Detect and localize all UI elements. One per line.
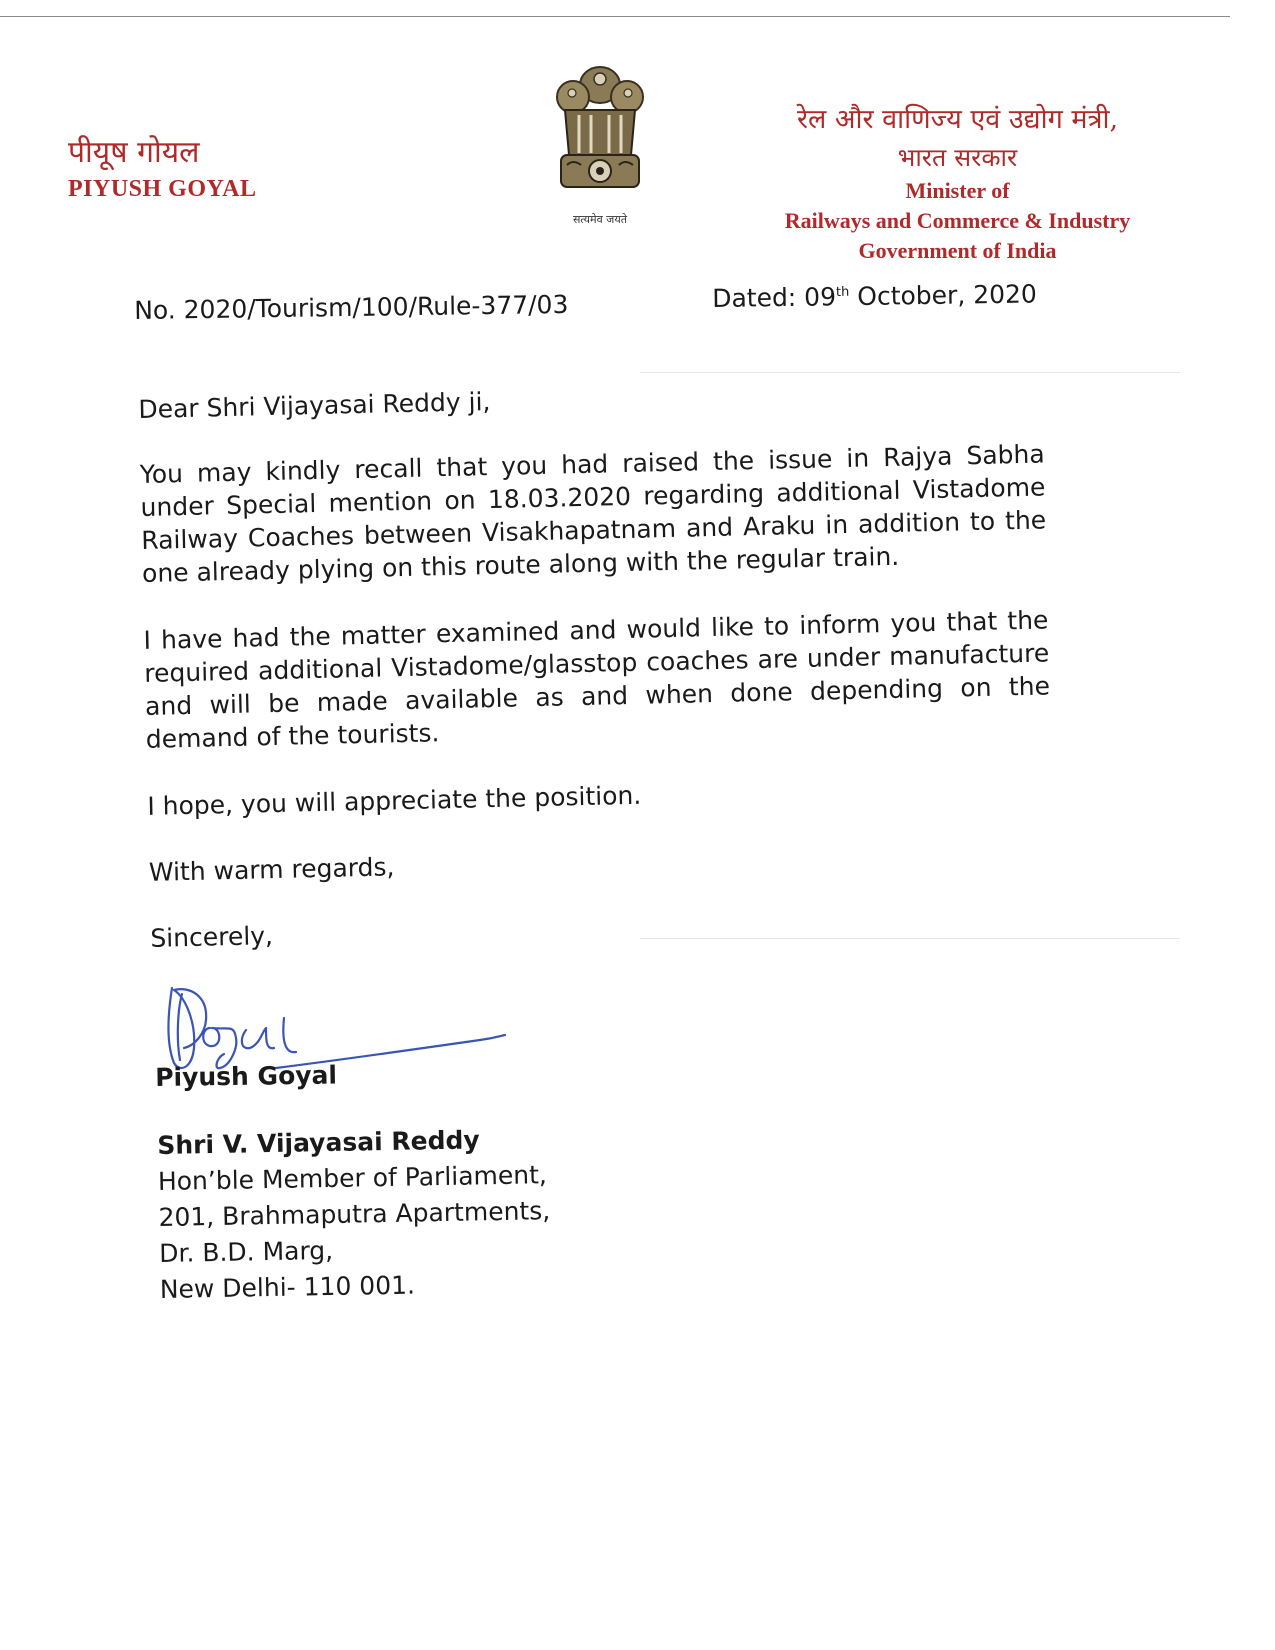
addressee-line3: Dr. B.D. Marg, [158,1235,334,1268]
emblem-motto: सत्यमेव जयते [572,213,627,226]
signer-name: Piyush Goyal [155,1060,338,1092]
designation-english-line2: Railways and Commerce & Industry [784,208,1131,233]
scan-line [640,372,1180,373]
letter-date [712,279,1037,313]
addressee-line4: New Delhi- 110 001. [159,1270,416,1304]
designation-block [720,100,1195,266]
designation-english-line3: Government of India [858,238,1057,263]
salutation: Dear Shri Vijayasai Reddy ji, [138,387,491,424]
national-emblem [545,55,655,235]
paragraph-2: I have had the matter examined and would like to inform you that the required additional Vistadome/glasstop coaches are under manufacture and will be made available as and when done depending on the demand of the tourists. [143,605,1051,754]
addressee-line2: 201, Brahmaputra Apartments, [158,1196,551,1232]
designation-english-line1: Minister of [905,178,1010,203]
addressee-name: Shri V. Vijayasai Reddy [157,1125,480,1160]
sender-name-hindi: पीयूष गोयल [68,135,200,170]
addressee-block [157,1121,552,1308]
reference-number: No. 2020/Tourism/100/Rule-377/03 [134,289,569,325]
ashoka-lions-emblem-icon [545,55,655,235]
date-rest: October, 2020 [849,279,1038,312]
designation-hindi-line2: भारत सरकार [897,143,1018,172]
top-border-line [0,16,1230,17]
signoff: Sincerely, [150,921,274,953]
designation-hindi-line1: रेल और वाणिज्य एवं उद्योग मंत्री, [796,104,1119,135]
date-prefix: Dated: 09 [712,282,837,313]
closing-regards: With warm regards, [148,852,395,887]
sender-name-english: PIYUSH GOYAL [68,176,257,202]
paragraph-3: I hope, you will appreciate the position. [147,780,642,821]
addressee-line1: Hon’ble Member of Parliament, [157,1160,548,1196]
letter-body [138,372,1056,954]
date-ordinal-suffix: th [835,284,850,300]
paragraph-1: You may kindly recall that you had raised the issue in Rajya Sabha under Special mention on 18.03.2020 regarding additional Vistadome Railway Coaches between Visakhapatnam and Araku in addition to the one already plying on this route along with the regular train. [139,439,1047,588]
